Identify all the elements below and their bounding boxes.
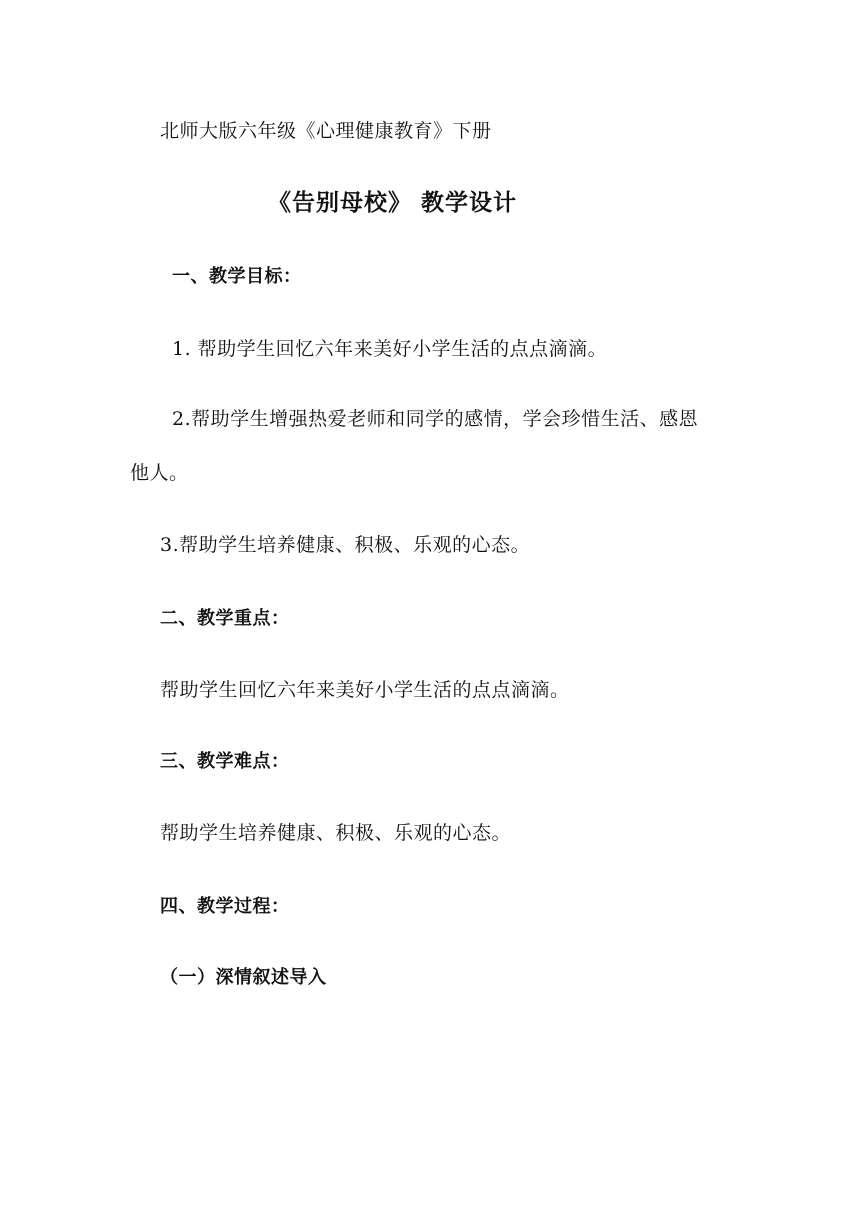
difficulty-heading: 三、教学难点： [160,751,290,772]
objective-item-1: 1. 帮助学生回忆六年来美好小学生活的点点滴滴。 [172,338,608,360]
document-title: 《告别母校》 教学设计 [268,190,518,216]
process-step-1: （一）深情叙述导入 [160,967,327,988]
objective-item-2-continued: 他人。 [130,462,189,484]
objective-item-3: 3.帮助学生培养健康、积极、乐观的心态。 [160,534,531,556]
objective-item-2: 2.帮助学生增强热爱老师和同学的感情，学会珍惜生活、感恩 [172,408,699,430]
focus-text: 帮助学生回忆六年来美好小学生活的点点滴滴。 [160,679,570,701]
process-heading: 四、教学过程： [160,896,290,917]
objectives-heading: 一、教学目标： [172,266,302,287]
focus-heading: 二、教学重点： [160,608,290,629]
document-header: 北师大版六年级《心理健康教育》下册 [160,120,492,142]
difficulty-text: 帮助学生培养健康、积极、乐观的心态。 [160,822,512,844]
